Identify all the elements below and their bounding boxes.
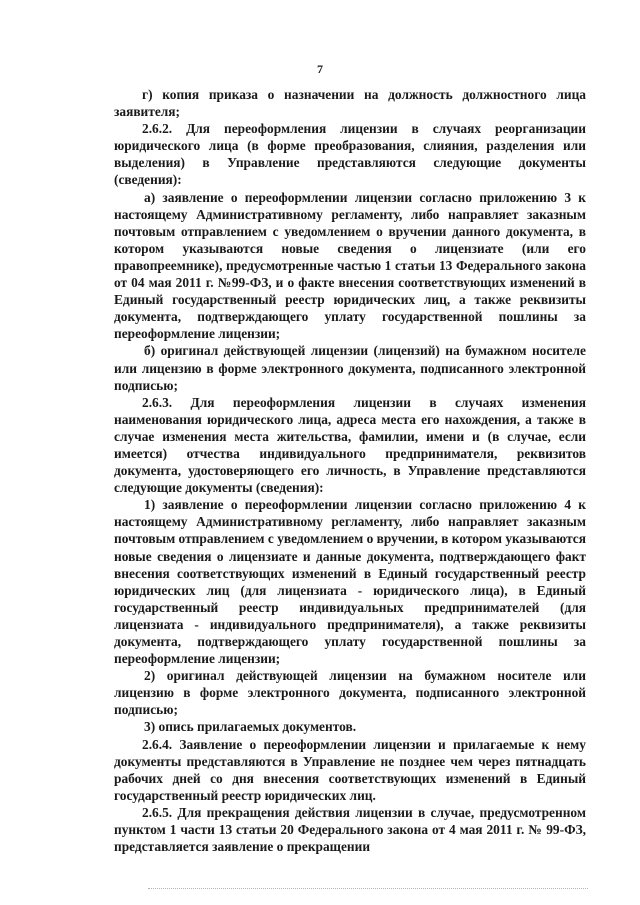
paragraph-item-g: г) копия приказа о назначении на должность должностного лица заявителя; [114,87,586,120]
paragraph-2-6-5: 2.6.5. Для прекращения действия лицензии в случае, предусмотренном пунктом 1 части 13 статьи 20 Федерального закона от 4 мая 2011 г. № 99-ФЗ, представляется заявление о прекращении [114,804,586,855]
paragraph-2-6-3: 2.6.3. Для переоформления лицензии в случаях изменения наименования юридического лица, адреса места его нахождения, а также в случае изменения места жительства, фамилии, имени и (в случае, если имеется) отчества индивидуального предпринимателя, реквизитов документа, удостоверяющего его личность, в Управление представляются следующие документы (сведения): [114,394,586,496]
paragraph-item-2: 2) оригинал действующей лицензии на бумажном носителе или лицензию в форме электронного документа, подписанного электронной подписью; [114,668,586,718]
page-number: 7 [317,62,323,76]
paragraph-item-a: а) заявление о переоформлении лицензии согласно приложению 3 к настоящему Административному регламенту, либо направляет заказным почтовым отправлением с уведомлением о вручении данного документа, в котором указываются новые сведения о лицензиате (или его правопреемнике), предусмотренные частью 1 статьи 13 Федерального закона от 04 мая 2011 г. №99-ФЗ, и о факте внесения соответствующих изменений в Единый государственный реестр юридических лиц, а также реквизиты документа, подтверждающего уплату государственной пошлины за переоформление лицензии; [114,189,586,342]
paragraph-item-1: 1) заявление о переоформлении лицензии согласно приложению 4 к настоящему Административному регламенту, либо направляет заказным почтовым отправлением с уведомлением о вручении, в котором указываются новые сведения о лицензиате и данные документа, подтверждающего факт внесения соответствующих изменений в Единый государственный реестр юридических лиц (для лицензиата - юридического лица), в Единый государственный реестр индивидуальных предпринимателей (для лицензиата - индивидуального предпринимателя), а также реквизиты документа, подтверждающего уплату государственной пошлины за переоформление лицензии; [114,497,586,667]
paragraph-2-6-2: 2.6.2. Для переоформления лицензии в случаях реорганизации юридического лица (в форме преобразования, слияния, разделения или выделения) в Управление представляются следующие документы (сведения): [114,121,586,188]
paragraph-2-6-4: 2.6.4. Заявление о переоформлении лицензии и прилагаемые к нему документы представляются в Управление не позднее чем через пятнадцать рабочих дней со дня внесения соответствующих изменений в Единый государственный реестр юридических лиц. [114,736,586,803]
scan-artifact-line [148,888,588,891]
paragraph-item-b: б) оригинал действующей лицензии (лицензий) на бумажном носителе или лицензию в форме электронного документа, подписанного электронной подписью; [114,343,586,393]
document-body [114,86,586,855]
paragraph-item-3: 3) опись прилагаемых документов. [144,719,357,735]
